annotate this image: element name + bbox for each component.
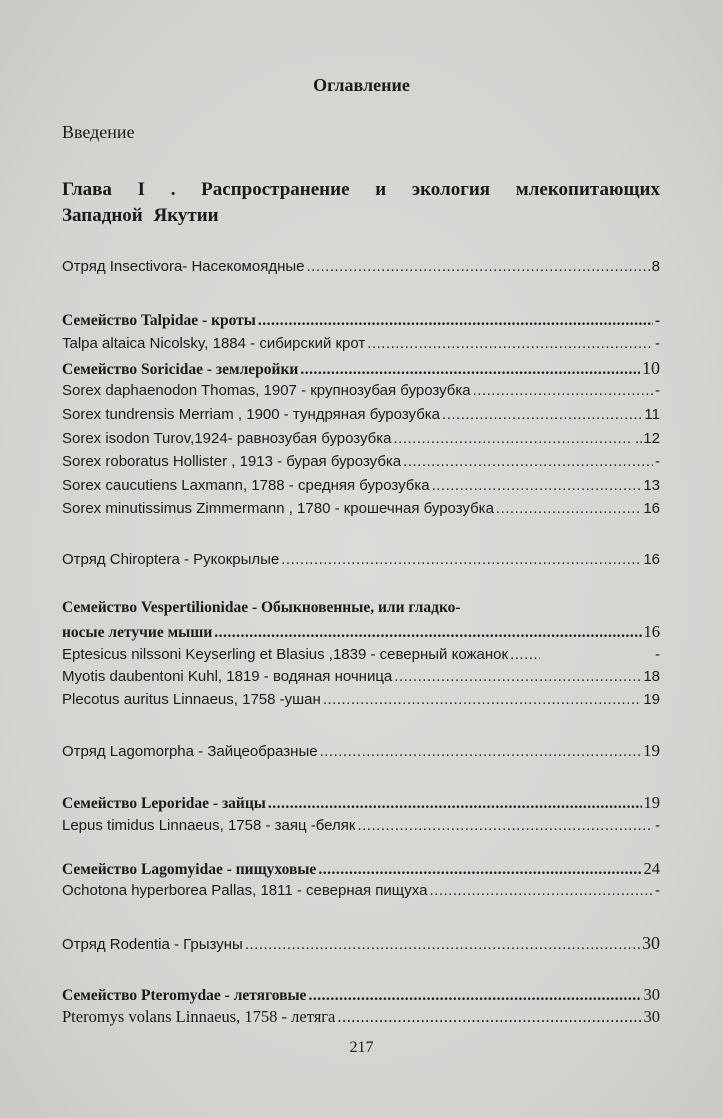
toc-species: Pteromys volans Linnaeus, 1758 - летяга ..... 30 <box>62 1007 660 1027</box>
toc-species: Myotis daubentoni Kuhl, 1819 - водяная ночница ..... 18 <box>62 667 660 687</box>
toc-species: Sorex tundrensis Merriam , 1900 - тундряная бурозубка ..... 11 <box>62 405 660 425</box>
toc-family: Семейство Talpidae - кроты ..... - <box>62 311 660 331</box>
toc-family: Семейство Lagomyidae - пищуховые ..... 24 <box>62 859 660 880</box>
toc-order: Отряд Rodentia - Грызуны ..... 30 <box>62 931 660 957</box>
toc-family: Семейство Pteromydae - летяговые ..... 30 <box>62 985 660 1006</box>
toc-species: Sorex daphaenodon Thomas, 1907 - крупнозубая бурозубка ..... - <box>62 381 660 401</box>
toc-species: Sorex roboratus Hollister , 1913 - бурая бурозубка ..... - <box>62 452 660 472</box>
toc-family: носые летучие мыши ..... 16 <box>62 622 660 643</box>
toc-species: Lepus timidus Linnaeus, 1758 - заяц -беляк ..... - <box>62 816 660 836</box>
toc-species: Eptesicus nilssoni Keyserling et Blasius ,1839 - северный кожанок ..... - <box>62 645 660 665</box>
page-number: 217 <box>349 1039 374 1056</box>
toc-species: Ochotona hyperborea Pallas, 1811 - северная пищуха ..... - <box>62 881 660 901</box>
toc-order: Отряд Chiroptera - Рукокрылые ..... 16 <box>62 548 660 572</box>
toc-species: Sorex caucutiens Laxmann, 1788 - средняя бурозубка ..... 13 <box>62 476 660 496</box>
toc-species: Plecotus auritus Linnaeus, 1758 -ушан ..... 19 <box>62 690 660 710</box>
chapter-heading: Глава I . Распространение и экология млекопитающих Западной Якутии <box>62 179 660 226</box>
toc-intro: Введение <box>62 122 135 142</box>
toc-title: Оглавление <box>313 75 410 95</box>
toc-species: Talpa altaica Nicolsky, 1884 - сибирский крот ..... - <box>62 334 660 354</box>
toc-family: Семейство Soricidae - землеройки ..... 10 <box>62 358 660 380</box>
toc-species: Sorex isodon Turov,1924- равнозубая бурозубка ..... ..12 <box>62 429 660 449</box>
toc-species: Sorex minutissimus Zimmermann , 1780 - крошечная бурозубка ..... 16 <box>62 499 660 519</box>
toc-order: Отряд Lagomorpha - Зайцеобразные ..... 19 <box>62 739 660 764</box>
toc-order: Отряд Insectivora- Насекомоядные ..... 8 <box>62 255 660 279</box>
toc-family: Семейство Vespertilionidae - Обыкновенные, или гладко- <box>62 599 461 616</box>
toc-family: Семейство Leporidae - зайцы ..... 19 <box>62 793 660 814</box>
